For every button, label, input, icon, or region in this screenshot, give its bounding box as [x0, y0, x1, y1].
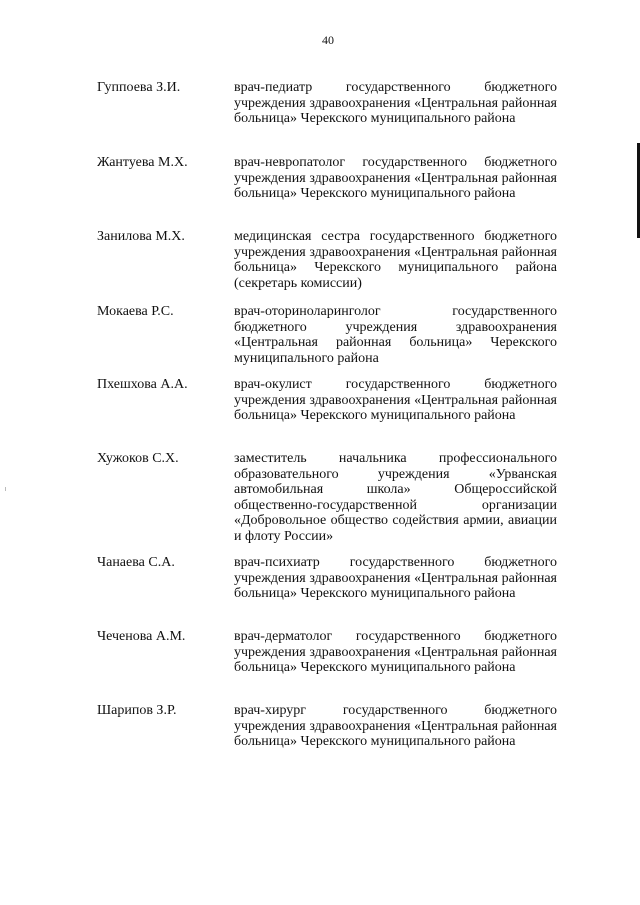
member-role: медицинская сестра государственного бюджетного учреждения здравоохранения «Центральная районная больница» Черекского муниципального района (секретарь комиссии) — [234, 229, 557, 291]
member-role: врач-окулист государственного бюджетного учреждения здравоохранения «Центральная районная больница» Черекского муниципального района — [234, 377, 557, 423]
member-role: врач-хирург государственного бюджетного учреждения здравоохранения «Центральная районная больница» Черекского муниципального района — [234, 703, 557, 749]
member-role: врач-оториноларинголог государственного бюджетного учреждения здравоохранения «Центральная районная больница» Черекского муниципального района — [234, 304, 557, 366]
member-name: Пхешхова А.А. — [97, 377, 188, 392]
member-name: Гуппоева З.И. — [97, 80, 181, 95]
member-role: врач-невропатолог государственного бюджетного учреждения здравоохранения «Центральная районная больница» Черекского муниципального района — [234, 155, 557, 201]
member-name: Хужоков С.Х. — [97, 451, 179, 466]
member-role: врач-психиатр государственного бюджетного учреждения здравоохранения «Центральная районная больница» Черекского муниципального района — [234, 555, 557, 601]
member-role: врач-педиатр государственного бюджетного учреждения здравоохранения «Центральная районная больница» Черекского муниципального района — [234, 80, 557, 126]
member-name: Чеченова А.М. — [97, 629, 186, 644]
member-name: Занилова М.Х. — [97, 229, 185, 244]
member-name: Жантуева М.Х. — [97, 155, 188, 170]
member-name: Шарипов З.Р. — [97, 703, 177, 718]
member-role: врач-дерматолог государственного бюджетного учреждения здравоохранения «Центральная районная больница» Черекского муниципального района — [234, 629, 557, 675]
member-name: Мокаева Р.С. — [97, 304, 174, 319]
member-role: заместитель начальника профессионального образовательного учреждения «Урванская автомобильная школа» Общероссийской общественно-государственной организации «Добровольное общество содействия армии, авиации и флоту России» — [234, 451, 557, 544]
member-name: Чанаева С.А. — [97, 555, 175, 570]
page-number: 40 — [322, 33, 334, 47]
scan-speck — [5, 487, 6, 491]
